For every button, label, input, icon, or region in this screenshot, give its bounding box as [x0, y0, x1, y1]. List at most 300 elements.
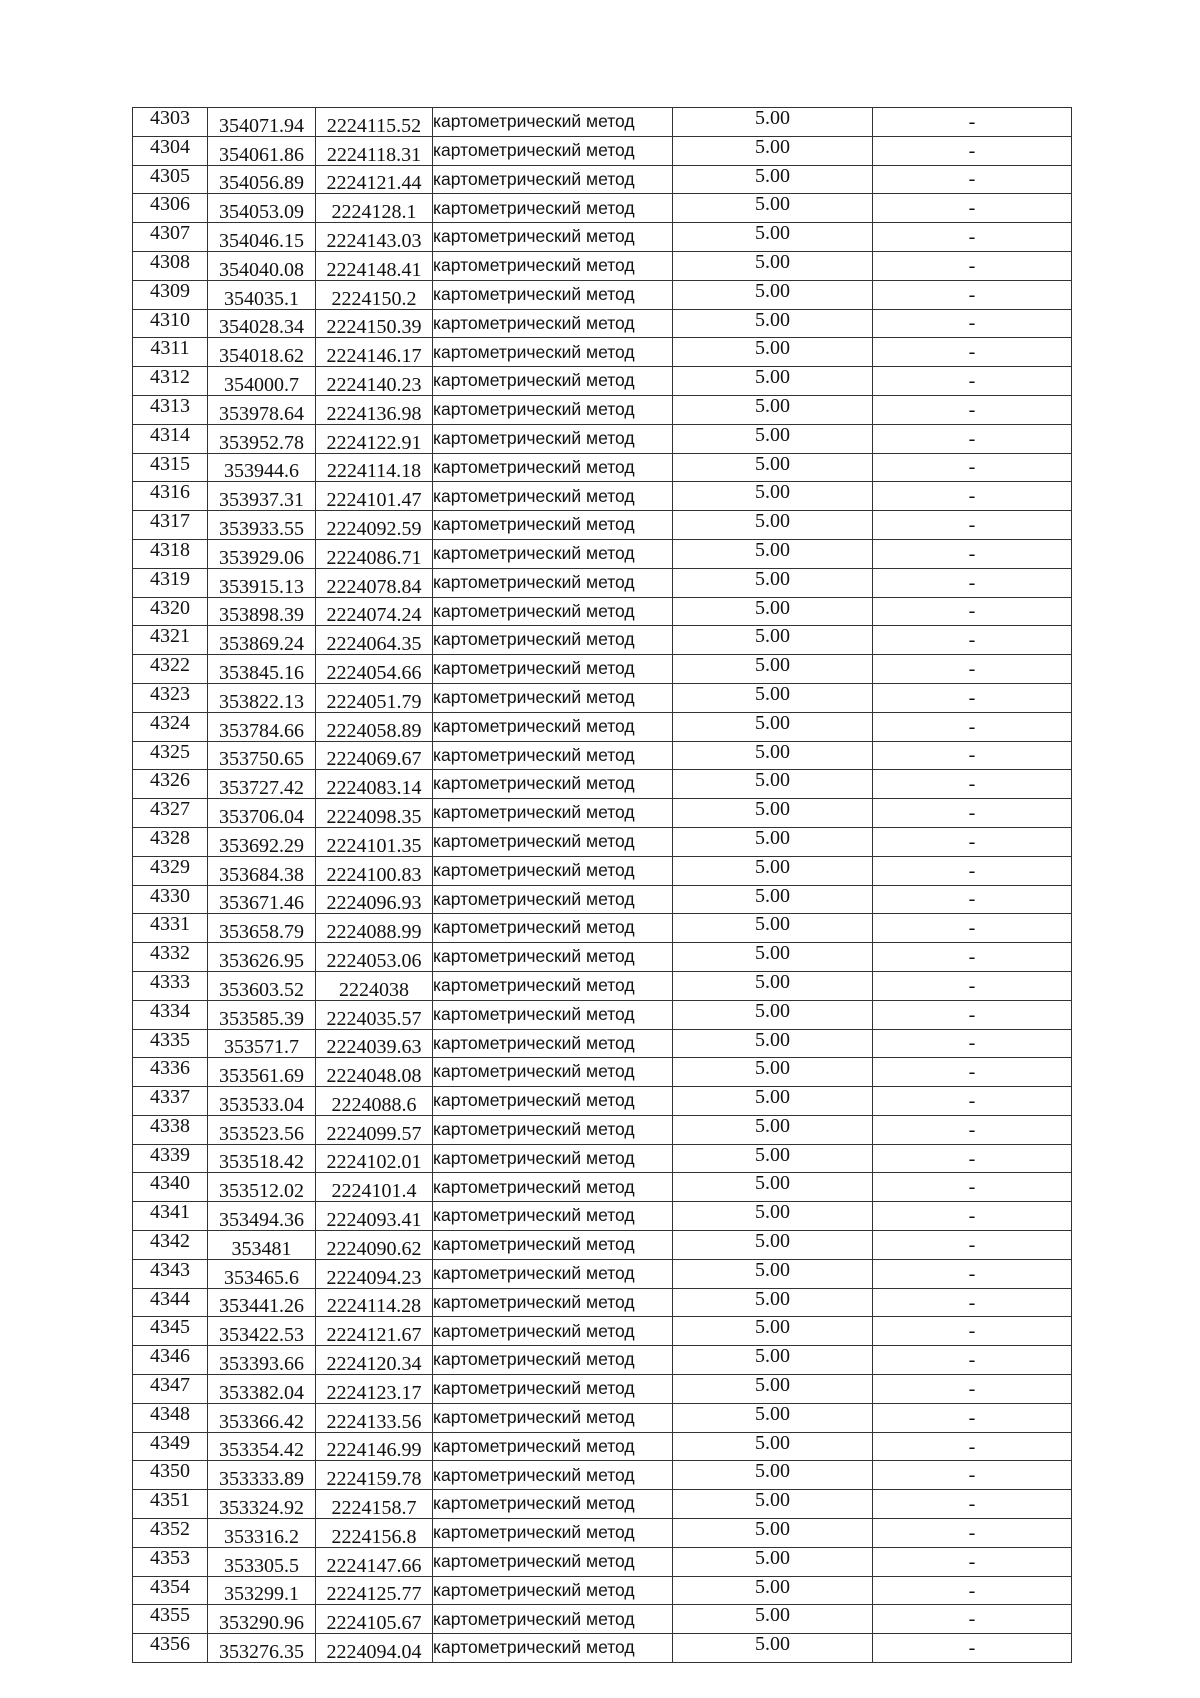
- y-coordinate-cell: 2224146.99: [316, 1432, 433, 1461]
- y-coordinate-cell: 2224035.57: [316, 1000, 433, 1029]
- point-number-cell: 4351: [133, 1490, 208, 1519]
- description-cell: -: [873, 1461, 1072, 1490]
- accuracy-cell: 5.00: [673, 827, 873, 856]
- method-cell: картометрический метод: [433, 1634, 673, 1663]
- method-cell: картометрический метод: [433, 1144, 673, 1173]
- method-cell: картометрический метод: [433, 453, 673, 482]
- table-body: [133, 108, 1072, 1663]
- x-coordinate-cell: 353523.56: [208, 1115, 316, 1144]
- accuracy-cell: 5.00: [673, 1231, 873, 1260]
- y-coordinate-cell: 2224094.04: [316, 1634, 433, 1663]
- table-row: [133, 1576, 1072, 1605]
- method-cell: картометрический метод: [433, 1375, 673, 1404]
- point-number-cell: 4307: [133, 223, 208, 252]
- method-cell: картометрический метод: [433, 165, 673, 194]
- table-row: [133, 194, 1072, 223]
- accuracy-cell: 5.00: [673, 1547, 873, 1576]
- accuracy-cell: 5.00: [673, 453, 873, 482]
- x-coordinate-cell: 353898.39: [208, 597, 316, 626]
- x-coordinate-cell: 354000.7: [208, 367, 316, 396]
- description-cell: -: [873, 1087, 1072, 1116]
- x-coordinate-cell: 353561.69: [208, 1058, 316, 1087]
- accuracy-cell: 5.00: [673, 971, 873, 1000]
- method-cell: картометрический метод: [433, 568, 673, 597]
- accuracy-cell: 5.00: [673, 885, 873, 914]
- point-number-cell: 4308: [133, 251, 208, 280]
- x-coordinate-cell: 353784.66: [208, 712, 316, 741]
- x-coordinate-cell: 353354.42: [208, 1432, 316, 1461]
- point-number-cell: 4342: [133, 1231, 208, 1260]
- point-number-cell: 4328: [133, 827, 208, 856]
- y-coordinate-cell: 2224128.1: [316, 194, 433, 223]
- accuracy-cell: 5.00: [673, 511, 873, 540]
- description-cell: -: [873, 1576, 1072, 1605]
- method-cell: картометрический метод: [433, 251, 673, 280]
- accuracy-cell: 5.00: [673, 251, 873, 280]
- x-coordinate-cell: 353305.5: [208, 1547, 316, 1576]
- description-cell: -: [873, 1288, 1072, 1317]
- accuracy-cell: 5.00: [673, 1375, 873, 1404]
- x-coordinate-cell: 354040.08: [208, 251, 316, 280]
- table-row: [133, 770, 1072, 799]
- description-cell: -: [873, 712, 1072, 741]
- point-number-cell: 4312: [133, 367, 208, 396]
- description-cell: -: [873, 1029, 1072, 1058]
- point-number-cell: 4337: [133, 1087, 208, 1116]
- x-coordinate-cell: 353481: [208, 1231, 316, 1260]
- point-number-cell: 4303: [133, 108, 208, 137]
- description-cell: -: [873, 1605, 1072, 1634]
- table-row: [133, 108, 1072, 137]
- description-cell: -: [873, 1317, 1072, 1346]
- description-cell: -: [873, 453, 1072, 482]
- method-cell: картометрический метод: [433, 424, 673, 453]
- description-cell: -: [873, 165, 1072, 194]
- y-coordinate-cell: 2224133.56: [316, 1403, 433, 1432]
- table-row: [133, 1634, 1072, 1663]
- point-number-cell: 4309: [133, 280, 208, 309]
- point-number-cell: 4349: [133, 1432, 208, 1461]
- method-cell: картометрический метод: [433, 712, 673, 741]
- x-coordinate-cell: 353944.6: [208, 453, 316, 482]
- y-coordinate-cell: 2224121.44: [316, 165, 433, 194]
- point-number-cell: 4325: [133, 741, 208, 770]
- point-number-cell: 4340: [133, 1173, 208, 1202]
- description-cell: -: [873, 770, 1072, 799]
- method-cell: картометрический метод: [433, 309, 673, 338]
- accuracy-cell: 5.00: [673, 309, 873, 338]
- x-coordinate-cell: 354071.94: [208, 108, 316, 137]
- table-row: [133, 1000, 1072, 1029]
- x-coordinate-cell: 353571.7: [208, 1029, 316, 1058]
- description-cell: -: [873, 1519, 1072, 1548]
- description-cell: -: [873, 223, 1072, 252]
- accuracy-cell: 5.00: [673, 1144, 873, 1173]
- y-coordinate-cell: 2224146.17: [316, 338, 433, 367]
- method-cell: картометрический метод: [433, 511, 673, 540]
- description-cell: -: [873, 1000, 1072, 1029]
- y-coordinate-cell: 2224123.17: [316, 1375, 433, 1404]
- method-cell: картометрический метод: [433, 626, 673, 655]
- x-coordinate-cell: 353316.2: [208, 1519, 316, 1548]
- y-coordinate-cell: 2224101.35: [316, 827, 433, 856]
- method-cell: картометрический метод: [433, 856, 673, 885]
- accuracy-cell: 5.00: [673, 1490, 873, 1519]
- table-row: [133, 1317, 1072, 1346]
- table-row: [133, 511, 1072, 540]
- table-row: [133, 856, 1072, 885]
- y-coordinate-cell: 2224096.93: [316, 885, 433, 914]
- method-cell: картометрический метод: [433, 1576, 673, 1605]
- point-number-cell: 4323: [133, 683, 208, 712]
- table-row: [133, 280, 1072, 309]
- method-cell: картометрический метод: [433, 1461, 673, 1490]
- y-coordinate-cell: 2224101.47: [316, 482, 433, 511]
- point-number-cell: 4324: [133, 712, 208, 741]
- method-cell: картометрический метод: [433, 1346, 673, 1375]
- point-number-cell: 4347: [133, 1375, 208, 1404]
- accuracy-cell: 5.00: [673, 108, 873, 137]
- accuracy-cell: 5.00: [673, 1403, 873, 1432]
- method-cell: картометрический метод: [433, 108, 673, 137]
- accuracy-cell: 5.00: [673, 1202, 873, 1231]
- x-coordinate-cell: 353684.38: [208, 856, 316, 885]
- description-cell: -: [873, 626, 1072, 655]
- table-row: [133, 799, 1072, 828]
- x-coordinate-cell: 353937.31: [208, 482, 316, 511]
- y-coordinate-cell: 2224088.6: [316, 1087, 433, 1116]
- accuracy-cell: 5.00: [673, 1461, 873, 1490]
- description-cell: -: [873, 280, 1072, 309]
- x-coordinate-cell: 353533.04: [208, 1087, 316, 1116]
- accuracy-cell: 5.00: [673, 568, 873, 597]
- table-row: [133, 338, 1072, 367]
- table-row: [133, 367, 1072, 396]
- method-cell: картометрический метод: [433, 885, 673, 914]
- x-coordinate-cell: 353952.78: [208, 424, 316, 453]
- y-coordinate-cell: 2224114.18: [316, 453, 433, 482]
- accuracy-cell: 5.00: [673, 424, 873, 453]
- y-coordinate-cell: 2224125.77: [316, 1576, 433, 1605]
- description-cell: -: [873, 1375, 1072, 1404]
- method-cell: картометрический метод: [433, 1087, 673, 1116]
- description-cell: -: [873, 511, 1072, 540]
- point-number-cell: 4352: [133, 1519, 208, 1548]
- description-cell: -: [873, 482, 1072, 511]
- accuracy-cell: 5.00: [673, 338, 873, 367]
- x-coordinate-cell: 353869.24: [208, 626, 316, 655]
- table-row: [133, 914, 1072, 943]
- x-coordinate-cell: 354035.1: [208, 280, 316, 309]
- method-cell: картометрический метод: [433, 1202, 673, 1231]
- accuracy-cell: 5.00: [673, 194, 873, 223]
- method-cell: картометрический метод: [433, 827, 673, 856]
- point-number-cell: 4331: [133, 914, 208, 943]
- x-coordinate-cell: 353366.42: [208, 1403, 316, 1432]
- x-coordinate-cell: 353706.04: [208, 799, 316, 828]
- point-number-cell: 4313: [133, 395, 208, 424]
- y-coordinate-cell: 2224101.4: [316, 1173, 433, 1202]
- point-number-cell: 4316: [133, 482, 208, 511]
- point-number-cell: 4329: [133, 856, 208, 885]
- method-cell: картометрический метод: [433, 799, 673, 828]
- table-row: [133, 741, 1072, 770]
- x-coordinate-cell: 354028.34: [208, 309, 316, 338]
- x-coordinate-cell: 353441.26: [208, 1288, 316, 1317]
- description-cell: -: [873, 367, 1072, 396]
- y-coordinate-cell: 2224122.91: [316, 424, 433, 453]
- point-number-cell: 4336: [133, 1058, 208, 1087]
- y-coordinate-cell: 2224115.52: [316, 108, 433, 137]
- table-row: [133, 1288, 1072, 1317]
- description-cell: -: [873, 943, 1072, 972]
- table-row: [133, 453, 1072, 482]
- x-coordinate-cell: 354018.62: [208, 338, 316, 367]
- table-row: [133, 885, 1072, 914]
- table-row: [133, 597, 1072, 626]
- table-row: [133, 1029, 1072, 1058]
- y-coordinate-cell: 2224038: [316, 971, 433, 1000]
- accuracy-cell: 5.00: [673, 223, 873, 252]
- y-coordinate-cell: 2224150.2: [316, 280, 433, 309]
- description-cell: -: [873, 655, 1072, 684]
- table-row: [133, 1519, 1072, 1548]
- point-number-cell: 4330: [133, 885, 208, 914]
- table-row: [133, 482, 1072, 511]
- y-coordinate-cell: 2224088.99: [316, 914, 433, 943]
- accuracy-cell: 5.00: [673, 165, 873, 194]
- x-coordinate-cell: 353671.46: [208, 885, 316, 914]
- accuracy-cell: 5.00: [673, 136, 873, 165]
- x-coordinate-cell: 353276.35: [208, 1634, 316, 1663]
- table-row: [133, 1173, 1072, 1202]
- table-row: [133, 223, 1072, 252]
- x-coordinate-cell: 353465.6: [208, 1259, 316, 1288]
- description-cell: -: [873, 108, 1072, 137]
- x-coordinate-cell: 353658.79: [208, 914, 316, 943]
- point-number-cell: 4322: [133, 655, 208, 684]
- method-cell: картометрический метод: [433, 597, 673, 626]
- y-coordinate-cell: 2224114.28: [316, 1288, 433, 1317]
- point-number-cell: 4333: [133, 971, 208, 1000]
- description-cell: -: [873, 395, 1072, 424]
- y-coordinate-cell: 2224064.35: [316, 626, 433, 655]
- accuracy-cell: 5.00: [673, 1605, 873, 1634]
- y-coordinate-cell: 2224121.67: [316, 1317, 433, 1346]
- x-coordinate-cell: 353929.06: [208, 539, 316, 568]
- description-cell: -: [873, 683, 1072, 712]
- description-cell: -: [873, 1490, 1072, 1519]
- table-row: [133, 165, 1072, 194]
- x-coordinate-cell: 353518.42: [208, 1144, 316, 1173]
- x-coordinate-cell: 353299.1: [208, 1576, 316, 1605]
- method-cell: картометрический метод: [433, 741, 673, 770]
- x-coordinate-cell: 353494.36: [208, 1202, 316, 1231]
- y-coordinate-cell: 2224051.79: [316, 683, 433, 712]
- description-cell: -: [873, 856, 1072, 885]
- y-coordinate-cell: 2224098.35: [316, 799, 433, 828]
- x-coordinate-cell: 353822.13: [208, 683, 316, 712]
- accuracy-cell: 5.00: [673, 597, 873, 626]
- x-coordinate-cell: 353393.66: [208, 1346, 316, 1375]
- method-cell: картометрический метод: [433, 1317, 673, 1346]
- y-coordinate-cell: 2224090.62: [316, 1231, 433, 1260]
- table-row: [133, 1144, 1072, 1173]
- table-row: [133, 1403, 1072, 1432]
- accuracy-cell: 5.00: [673, 856, 873, 885]
- method-cell: картометрический метод: [433, 223, 673, 252]
- point-number-cell: 4346: [133, 1346, 208, 1375]
- y-coordinate-cell: 2224105.67: [316, 1605, 433, 1634]
- x-coordinate-cell: 353692.29: [208, 827, 316, 856]
- table-row: [133, 539, 1072, 568]
- y-coordinate-cell: 2224148.41: [316, 251, 433, 280]
- x-coordinate-cell: 353585.39: [208, 1000, 316, 1029]
- table-row: [133, 1202, 1072, 1231]
- point-number-cell: 4315: [133, 453, 208, 482]
- x-coordinate-cell: 353915.13: [208, 568, 316, 597]
- method-cell: картометрический метод: [433, 1058, 673, 1087]
- table-row: [133, 626, 1072, 655]
- point-number-cell: 4332: [133, 943, 208, 972]
- table-row: [133, 309, 1072, 338]
- accuracy-cell: 5.00: [673, 1029, 873, 1058]
- description-cell: -: [873, 1115, 1072, 1144]
- method-cell: картометрический метод: [433, 338, 673, 367]
- method-cell: картометрический метод: [433, 943, 673, 972]
- description-cell: -: [873, 971, 1072, 1000]
- description-cell: -: [873, 1259, 1072, 1288]
- method-cell: картометрический метод: [433, 1231, 673, 1260]
- table-row: [133, 827, 1072, 856]
- point-number-cell: 4311: [133, 338, 208, 367]
- accuracy-cell: 5.00: [673, 1173, 873, 1202]
- y-coordinate-cell: 2224158.7: [316, 1490, 433, 1519]
- description-cell: -: [873, 568, 1072, 597]
- table-row: [133, 136, 1072, 165]
- point-number-cell: 4321: [133, 626, 208, 655]
- x-coordinate-cell: 353727.42: [208, 770, 316, 799]
- method-cell: картометрический метод: [433, 1547, 673, 1576]
- point-number-cell: 4356: [133, 1634, 208, 1663]
- method-cell: картометрический метод: [433, 280, 673, 309]
- y-coordinate-cell: 2224156.8: [316, 1519, 433, 1548]
- table-row: [133, 1547, 1072, 1576]
- accuracy-cell: 5.00: [673, 1317, 873, 1346]
- accuracy-cell: 5.00: [673, 367, 873, 396]
- y-coordinate-cell: 2224118.31: [316, 136, 433, 165]
- method-cell: картометрический метод: [433, 1403, 673, 1432]
- x-coordinate-cell: 354053.09: [208, 194, 316, 223]
- description-cell: -: [873, 1432, 1072, 1461]
- point-number-cell: 4335: [133, 1029, 208, 1058]
- table-row: [133, 395, 1072, 424]
- y-coordinate-cell: 2224054.66: [316, 655, 433, 684]
- table-row: [133, 1605, 1072, 1634]
- method-cell: картометрический метод: [433, 1288, 673, 1317]
- accuracy-cell: 5.00: [673, 655, 873, 684]
- table-row: [133, 424, 1072, 453]
- y-coordinate-cell: 2224078.84: [316, 568, 433, 597]
- description-cell: -: [873, 194, 1072, 223]
- x-coordinate-cell: 353978.64: [208, 395, 316, 424]
- description-cell: -: [873, 799, 1072, 828]
- y-coordinate-cell: 2224140.23: [316, 367, 433, 396]
- y-coordinate-cell: 2224159.78: [316, 1461, 433, 1490]
- accuracy-cell: 5.00: [673, 1115, 873, 1144]
- point-number-cell: 4319: [133, 568, 208, 597]
- method-cell: картометрический метод: [433, 770, 673, 799]
- method-cell: картометрический метод: [433, 1000, 673, 1029]
- table-row: [133, 1432, 1072, 1461]
- y-coordinate-cell: 2224099.57: [316, 1115, 433, 1144]
- table-row: [133, 683, 1072, 712]
- description-cell: -: [873, 885, 1072, 914]
- method-cell: картометрический метод: [433, 1432, 673, 1461]
- x-coordinate-cell: 353324.92: [208, 1490, 316, 1519]
- method-cell: картометрический метод: [433, 367, 673, 396]
- point-number-cell: 4326: [133, 770, 208, 799]
- x-coordinate-cell: 353382.04: [208, 1375, 316, 1404]
- accuracy-cell: 5.00: [673, 712, 873, 741]
- x-coordinate-cell: 353750.65: [208, 741, 316, 770]
- point-number-cell: 4353: [133, 1547, 208, 1576]
- method-cell: картометрический метод: [433, 1173, 673, 1202]
- method-cell: картометрический метод: [433, 136, 673, 165]
- method-cell: картометрический метод: [433, 971, 673, 1000]
- table-row: [133, 1461, 1072, 1490]
- description-cell: -: [873, 136, 1072, 165]
- point-number-cell: 4334: [133, 1000, 208, 1029]
- accuracy-cell: 5.00: [673, 1259, 873, 1288]
- description-cell: -: [873, 338, 1072, 367]
- x-coordinate-cell: 353290.96: [208, 1605, 316, 1634]
- y-coordinate-cell: 2224058.89: [316, 712, 433, 741]
- y-coordinate-cell: 2224083.14: [316, 770, 433, 799]
- y-coordinate-cell: 2224143.03: [316, 223, 433, 252]
- method-cell: картометрический метод: [433, 1490, 673, 1519]
- description-cell: -: [873, 597, 1072, 626]
- point-number-cell: 4354: [133, 1576, 208, 1605]
- y-coordinate-cell: 2224048.08: [316, 1058, 433, 1087]
- x-coordinate-cell: 353422.53: [208, 1317, 316, 1346]
- method-cell: картометрический метод: [433, 539, 673, 568]
- description-cell: -: [873, 1346, 1072, 1375]
- description-cell: -: [873, 827, 1072, 856]
- y-coordinate-cell: 2224093.41: [316, 1202, 433, 1231]
- coordinates-table: [132, 107, 1072, 1663]
- point-number-cell: 4327: [133, 799, 208, 828]
- point-number-cell: 4343: [133, 1259, 208, 1288]
- accuracy-cell: 5.00: [673, 1288, 873, 1317]
- description-cell: -: [873, 424, 1072, 453]
- point-number-cell: 4320: [133, 597, 208, 626]
- table-row: [133, 1087, 1072, 1116]
- point-number-cell: 4314: [133, 424, 208, 453]
- point-number-cell: 4305: [133, 165, 208, 194]
- point-number-cell: 4350: [133, 1461, 208, 1490]
- y-coordinate-cell: 2224120.34: [316, 1346, 433, 1375]
- table-row: [133, 943, 1072, 972]
- accuracy-cell: 5.00: [673, 1346, 873, 1375]
- accuracy-cell: 5.00: [673, 482, 873, 511]
- accuracy-cell: 5.00: [673, 1576, 873, 1605]
- description-cell: -: [873, 251, 1072, 280]
- accuracy-cell: 5.00: [673, 683, 873, 712]
- x-coordinate-cell: 353933.55: [208, 511, 316, 540]
- accuracy-cell: 5.00: [673, 395, 873, 424]
- accuracy-cell: 5.00: [673, 1519, 873, 1548]
